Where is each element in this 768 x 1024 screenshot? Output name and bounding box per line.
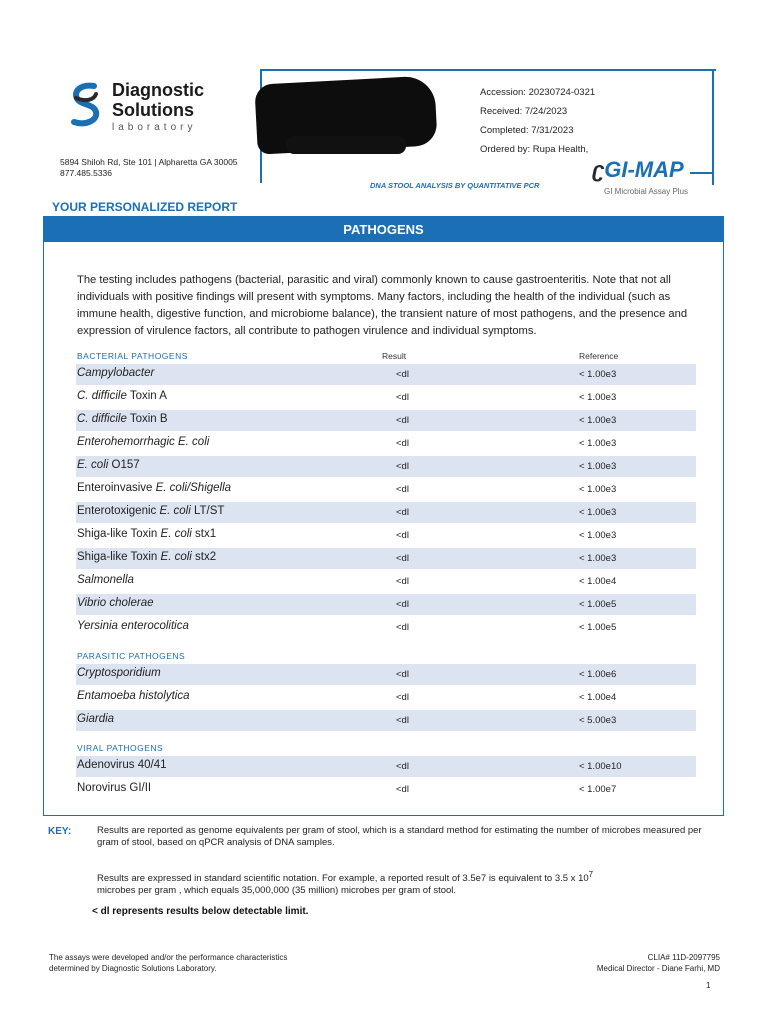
result-value: <dl	[396, 484, 409, 495]
exponent: 7	[588, 870, 594, 879]
pathogen-name: C. difficile Toxin B	[77, 413, 168, 425]
pathogen-name: Giardia	[77, 713, 115, 725]
patient-info-box-edge	[712, 69, 714, 185]
result-value: <dl	[396, 599, 409, 610]
received-date: Received: 7/24/2023	[480, 106, 568, 117]
result-value: <dl	[396, 553, 409, 564]
pathogen-name: Enterotoxigenic E. coli LT/ST	[77, 505, 225, 517]
result-value: <dl	[396, 369, 409, 380]
medical-director: Medical Director - Diane Farhi, MD	[596, 964, 720, 973]
pathogen-name: Shiga-like Toxin E. coli stx1	[77, 528, 217, 540]
reference-column-header: Reference	[579, 351, 619, 361]
reference-value: < 1.00e3	[579, 553, 617, 564]
table-row	[76, 433, 696, 454]
table-row	[76, 364, 696, 385]
pathogen-name: Norovirus GI/II	[77, 782, 152, 794]
reference-value: < 1.00e3	[579, 484, 617, 495]
phone-line: 877.485.5336	[60, 168, 112, 178]
result-value: <dl	[396, 415, 409, 426]
table-row	[76, 594, 696, 615]
pathogen-name: Campylobacter	[77, 367, 155, 379]
reference-value: < 1.00e3	[579, 438, 617, 449]
panel-title: PATHOGENS	[43, 216, 724, 242]
key-paragraph-2-text-cont: microbes per gram , which equals 35,000,000 (35 million) microbes per gram of stool.	[97, 885, 457, 897]
table-row	[76, 687, 696, 708]
page-number: 1	[706, 981, 711, 990]
reference-value: < 1.00e3	[579, 369, 617, 380]
gimap-divider	[690, 172, 714, 174]
table-row	[76, 479, 696, 500]
table-row	[76, 710, 696, 731]
pathogen-name: Enteroinvasive E. coli/Shigella	[77, 482, 232, 494]
table-row	[76, 410, 696, 431]
pathogen-name: Entamoeba histolytica	[77, 690, 190, 702]
result-value: <dl	[396, 438, 409, 449]
reference-value: < 1.00e3	[579, 415, 617, 426]
key-paragraph-2	[97, 869, 717, 897]
accession: Accession: 20230724-0321	[480, 87, 596, 98]
result-value: <dl	[396, 761, 409, 772]
result-value: <dl	[396, 784, 409, 795]
table-row	[76, 548, 696, 569]
footer-disclaimer-line: The assays were developed and/or the performance characteristics	[49, 953, 288, 962]
ordered-by: Ordered by: Rupa Health,	[480, 144, 589, 155]
pathogen-name: Shiga-like Toxin E. coli stx2	[77, 551, 217, 563]
reference-value: < 5.00e3	[579, 715, 617, 726]
key-paragraph-2-text: Results are expressed in standard scientific notation. For example, a reported result of 3.5e7 is equivalent to 3.5 x 10	[97, 873, 589, 885]
lab-subtitle: laboratory	[112, 122, 197, 133]
lab-address	[60, 157, 238, 179]
lab-name-line1: Diagnostic	[112, 80, 205, 100]
reference-value: < 1.00e6	[579, 669, 617, 680]
pathogen-name: Salmonella	[77, 574, 134, 586]
redacted-patient-info	[286, 136, 406, 154]
table-row	[76, 525, 696, 546]
section-heading: BACTERIAL PATHOGENS	[77, 351, 188, 361]
key-paragraph-1: Results are reported as genome equivalents per gram of stool, which is a standard method for estimating the number of microbes measured per gram of stool, based on qPCR analysis of DNA samples.	[97, 825, 702, 848]
completed-date: Completed: 7/31/2023	[480, 125, 574, 136]
reference-value: < 1.00e10	[579, 761, 622, 772]
result-value: <dl	[396, 692, 409, 703]
footer-credentials	[520, 952, 720, 974]
gimap-logo-text: GI-MAP	[604, 157, 684, 182]
result-value: <dl	[396, 715, 409, 726]
result-value: <dl	[396, 576, 409, 587]
result-value: <dl	[396, 392, 409, 403]
lab-name-line2: Solutions	[112, 100, 194, 120]
reference-value: < 1.00e5	[579, 599, 617, 610]
table-row	[76, 756, 696, 777]
table-row	[76, 779, 696, 800]
reference-value: < 1.00e3	[579, 461, 617, 472]
key-label: KEY:	[48, 826, 72, 837]
detection-limit-note: < dl represents results below detectable limit.	[92, 906, 309, 917]
section-heading: PARASITIC PATHOGENS	[77, 651, 186, 661]
pathogen-name: Enterohemorrhagic E. coli	[77, 436, 210, 448]
pathogen-name: C. difficile Toxin A	[77, 390, 167, 402]
result-column-header: Result	[382, 351, 407, 361]
result-value: <dl	[396, 507, 409, 518]
reference-value: < 1.00e7	[579, 784, 617, 795]
footer-disclaimer	[49, 952, 287, 974]
table-row	[76, 456, 696, 477]
lab-name	[112, 80, 204, 120]
result-value: <dl	[396, 669, 409, 680]
pathogen-name: Adenovirus 40/41	[77, 759, 167, 771]
clia-number: CLIA# 11D-2097795	[647, 953, 720, 962]
report-title: YOUR PERSONALIZED REPORT	[52, 200, 238, 214]
footer-disclaimer-line: determined by Diagnostic Solutions Laboratory.	[49, 964, 217, 973]
reference-value: < 1.00e3	[579, 392, 617, 403]
reference-value: < 1.00e5	[579, 622, 617, 633]
pathogen-name: Cryptosporidium	[77, 667, 161, 679]
pathogen-name: E. coli O157	[77, 459, 140, 471]
result-value: <dl	[396, 461, 409, 472]
reference-value: < 1.00e3	[579, 507, 617, 518]
reference-value: < 1.00e4	[579, 692, 617, 703]
gimap-mark-icon: ʗ	[592, 157, 605, 182]
test-caption: DNA STOOL ANALYSIS BY QUANTITATIVE PCR	[370, 181, 540, 190]
pathogen-name: Vibrio cholerae	[77, 597, 154, 609]
section-heading: VIRAL PATHOGENS	[77, 743, 164, 753]
diagnostic-solutions-logo-icon	[68, 82, 104, 128]
table-row	[76, 502, 696, 523]
table-row	[76, 664, 696, 685]
order-details	[480, 83, 595, 159]
address-line: 5894 Shiloh Rd, Ste 101 | Alpharetta GA 30005	[60, 157, 238, 167]
panel-intro: The testing includes pathogens (bacterial, parasitic and viral) commonly known to cause gastroenteritis. Note that not all individuals with positive findings will present with symptoms. Many factors, including the health of the individual (such as immune health, digestive function, and microbiome balance), the transient nature of most pathogens, and the presence and expression of virulence factors, all contribute to pathogen virulence and individual symptoms.	[77, 274, 688, 337]
table-row	[76, 617, 696, 638]
gimap-subtitle: GI Microbial Assay Plus	[604, 187, 689, 196]
result-value: <dl	[396, 622, 409, 633]
table-row	[76, 571, 696, 592]
gimap-logo	[592, 157, 684, 183]
table-row	[76, 387, 696, 408]
pathogen-name: Yersinia enterocolitica	[77, 620, 189, 632]
reference-value: < 1.00e4	[579, 576, 617, 587]
reference-value: < 1.00e3	[579, 530, 617, 541]
result-value: <dl	[396, 530, 409, 541]
